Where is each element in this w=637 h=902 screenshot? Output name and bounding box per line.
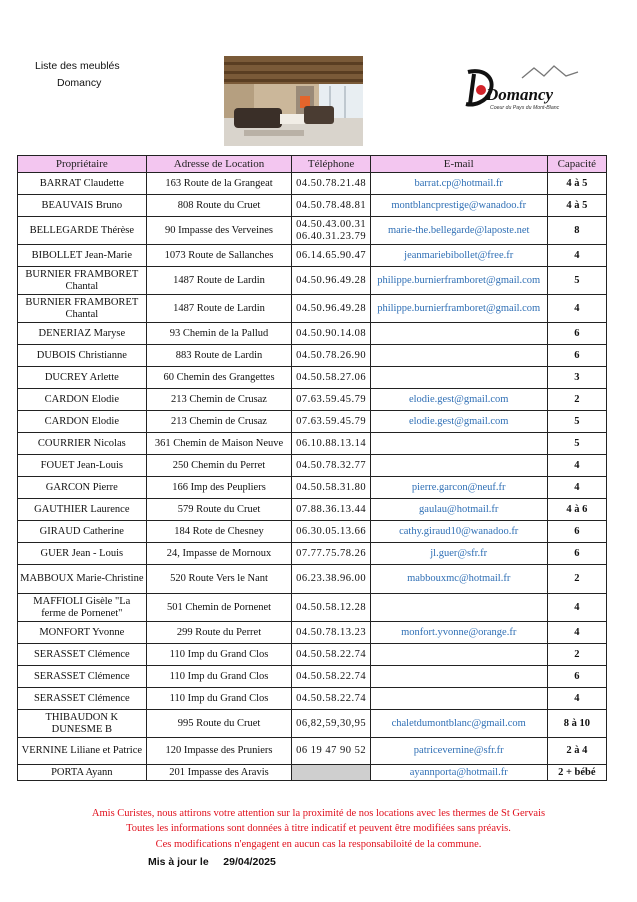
- owner-cell: VERNINE Liliane et Patrice: [18, 738, 147, 765]
- table-row: [18, 195, 607, 217]
- phone-cell: 06.23.38.96.00: [292, 565, 370, 594]
- living-room-photo: [224, 56, 363, 146]
- address-cell: 201 Impasse des Aravis: [146, 765, 292, 781]
- phone-cell: 06.10.88.13.14: [292, 433, 370, 455]
- capacity-cell: 4 à 6: [547, 499, 606, 521]
- capacity-cell: 4: [547, 594, 606, 622]
- email-cell[interactable]: patricevernine@sfr.fr: [370, 738, 547, 765]
- phone-cell: 04.50.78.21.48: [292, 173, 370, 195]
- email-cell: [370, 433, 547, 455]
- domancy-logo: [462, 64, 587, 114]
- owner-cell: BELLEGARDE Thérèse: [18, 217, 147, 245]
- table-row: [18, 710, 607, 738]
- address-cell: 110 Imp du Grand Clos: [146, 644, 292, 666]
- owner-cell: SERASSET Clémence: [18, 666, 147, 688]
- document-title: Liste des meublés: [35, 60, 120, 72]
- capacity-cell: 4: [547, 622, 606, 644]
- email-cell: [370, 666, 547, 688]
- email-cell[interactable]: gaulau@hotmail.fr: [370, 499, 547, 521]
- address-cell: 24, Impasse de Mornoux: [146, 543, 292, 565]
- phone-cell: 04.50.90.14.08: [292, 323, 370, 345]
- email-cell[interactable]: monfort.yvonne@orange.fr: [370, 622, 547, 644]
- email-cell[interactable]: elodie.gest@gmail.com: [370, 411, 547, 433]
- capacity-cell: 2: [547, 389, 606, 411]
- table-header-row: [18, 156, 607, 173]
- capacity-cell: 4: [547, 295, 606, 323]
- table-row: [18, 173, 607, 195]
- address-cell: 883 Route de Lardin: [146, 345, 292, 367]
- owner-cell: GUER Jean - Louis: [18, 543, 147, 565]
- owner-cell: BEAUVAIS Bruno: [18, 195, 147, 217]
- address-cell: 213 Chemin de Crusaz: [146, 389, 292, 411]
- address-cell: 250 Chemin du Perret: [146, 455, 292, 477]
- capacity-cell: 6: [547, 521, 606, 543]
- owner-cell: DUCREY Arlette: [18, 367, 147, 389]
- document-header: [35, 58, 135, 92]
- email-cell[interactable]: elodie.gest@gmail.com: [370, 389, 547, 411]
- address-cell: 120 Impasse des Pruniers: [146, 738, 292, 765]
- owner-cell: MONFORT Yvonne: [18, 622, 147, 644]
- address-cell: 110 Imp du Grand Clos: [146, 666, 292, 688]
- owner-cell: BIBOLLET Jean-Marie: [18, 245, 147, 267]
- last-updated-date: 29/04/2025: [223, 856, 276, 868]
- address-cell: 501 Chemin de Pornenet: [146, 594, 292, 622]
- table-row: [18, 666, 607, 688]
- address-cell: 361 Chemin de Maison Neuve: [146, 433, 292, 455]
- phone-cell: 07.63.59.45.79: [292, 389, 370, 411]
- table-row: [18, 433, 607, 455]
- capacity-cell: 6: [547, 666, 606, 688]
- last-updated: [148, 856, 276, 868]
- email-cell: [370, 323, 547, 345]
- table-row: [18, 738, 607, 765]
- owner-cell: COURRIER Nicolas: [18, 433, 147, 455]
- email-cell[interactable]: mabbouxmc@hotmail.fr: [370, 565, 547, 594]
- owner-cell: SERASSET Clémence: [18, 688, 147, 710]
- address-cell: 995 Route du Cruet: [146, 710, 292, 738]
- owner-cell: BARRAT Claudette: [18, 173, 147, 195]
- capacity-cell: 4: [547, 455, 606, 477]
- owner-cell: GAUTHIER Laurence: [18, 499, 147, 521]
- table-row: [18, 477, 607, 499]
- address-cell: 520 Route Vers le Nant: [146, 565, 292, 594]
- capacity-cell: 2: [547, 644, 606, 666]
- table-row: [18, 622, 607, 644]
- table-row: [18, 688, 607, 710]
- address-cell: 90 Impasse des Verveines: [146, 217, 292, 245]
- capacity-cell: 8 à 10: [547, 710, 606, 738]
- owner-cell: THIBAUDON K DUNESME B: [18, 710, 147, 738]
- capacity-cell: 5: [547, 411, 606, 433]
- capacity-cell: 2 à 4: [547, 738, 606, 765]
- rentals-table: [17, 155, 607, 781]
- phone-cell: 07.88.36.13.44: [292, 499, 370, 521]
- table-row: [18, 565, 607, 594]
- email-cell: [370, 688, 547, 710]
- email-cell[interactable]: jl.guer@sfr.fr: [370, 543, 547, 565]
- table-row: [18, 594, 607, 622]
- address-cell: 299 Route du Perret: [146, 622, 292, 644]
- logo-tagline: Coeur du Pays du Mont-Blanc: [490, 105, 560, 111]
- address-cell: 166 Imp des Peupliers: [146, 477, 292, 499]
- phone-cell: 06.30.05.13.66: [292, 521, 370, 543]
- table-row: [18, 543, 607, 565]
- address-cell: 163 Route de la Grangeat: [146, 173, 292, 195]
- table-row: [18, 367, 607, 389]
- phone-cell: 04.50.96.49.28: [292, 295, 370, 323]
- phone-cell: 04.50.58.27.06: [292, 367, 370, 389]
- phone-cell: 07.63.59.45.79: [292, 411, 370, 433]
- table-row: [18, 765, 607, 781]
- address-cell: 93 Chemin de la Pallud: [146, 323, 292, 345]
- owner-cell: SERASSET Clémence: [18, 644, 147, 666]
- capacity-cell: 5: [547, 433, 606, 455]
- phone-cell: 04.50.58.22.74: [292, 688, 370, 710]
- col-header-capacity: Capacité: [547, 156, 606, 173]
- table-row: [18, 455, 607, 477]
- capacity-cell: 4: [547, 245, 606, 267]
- address-cell: 184 Rote de Chesney: [146, 521, 292, 543]
- address-cell: 110 Imp du Grand Clos: [146, 688, 292, 710]
- phone-cell: 04.50.78.48.81: [292, 195, 370, 217]
- col-header-phone: Téléphone: [292, 156, 370, 173]
- table-row: [18, 345, 607, 367]
- table-row: [18, 245, 607, 267]
- col-header-address: Adresse de Location: [146, 156, 292, 173]
- footer-notice-responsibility: Ces modifications n'engagent en aucun cas la responsabiloité de la commune.: [155, 839, 482, 850]
- owner-cell: BURNIER FRAMBORET Chantal: [18, 295, 147, 323]
- email-cell[interactable]: pierre.garcon@neuf.fr: [370, 477, 547, 499]
- owner-cell: PORTA Ayann: [18, 765, 147, 781]
- table-row: [18, 217, 607, 245]
- table-row: [18, 389, 607, 411]
- phone-cell: 04.50.78.26.90: [292, 345, 370, 367]
- capacity-cell: 4 à 5: [547, 173, 606, 195]
- owner-cell: DENERIAZ Maryse: [18, 323, 147, 345]
- capacity-cell: 2: [547, 565, 606, 594]
- capacity-cell: 5: [547, 267, 606, 295]
- table-row: [18, 267, 607, 295]
- capacity-cell: 6: [547, 345, 606, 367]
- email-cell[interactable]: jeanmariebibollet@free.fr: [370, 245, 547, 267]
- capacity-cell: 8: [547, 217, 606, 245]
- table-row: [18, 521, 607, 543]
- last-updated-label: Mis à jour le: [148, 856, 209, 868]
- owner-cell: BURNIER FRAMBORET Chantal: [18, 267, 147, 295]
- email-cell[interactable]: chaletdumontblanc@gmail.com: [370, 710, 547, 738]
- phone-cell: 07.77.75.78.26: [292, 543, 370, 565]
- phone-cell: 04.50.78.13.23: [292, 622, 370, 644]
- email-cell[interactable]: cathy.giraud10@wanadoo.fr: [370, 521, 547, 543]
- table-row: [18, 323, 607, 345]
- email-cell[interactable]: montblancprestige@wanadoo.fr: [370, 195, 547, 217]
- phone-cell: 06.14.65.90.47: [292, 245, 370, 267]
- table-row: [18, 644, 607, 666]
- phone-cell: 04.50.58.31.80: [292, 477, 370, 499]
- document-subtitle: Domancy: [57, 77, 102, 89]
- capacity-cell: 6: [547, 323, 606, 345]
- table-body: [18, 173, 607, 781]
- phone-cell: [292, 765, 370, 781]
- email-cell[interactable]: barrat.cp@hotmail.fr: [370, 173, 547, 195]
- phone-cell: 04.50.43.00.31 06.40.31.23.79: [292, 217, 370, 245]
- phone-cell: 04.50.58.22.74: [292, 666, 370, 688]
- address-cell: 1487 Route de Lardin: [146, 267, 292, 295]
- phone-cell: 06,82,59,30,95: [292, 710, 370, 738]
- email-cell: [370, 594, 547, 622]
- address-cell: 213 Chemin de Crusaz: [146, 411, 292, 433]
- email-cell[interactable]: marie-the.bellegarde@laposte.net: [370, 217, 547, 245]
- table-row: [18, 499, 607, 521]
- owner-cell: MAFFIOLI Gisèle "La ferme de Pornenet": [18, 594, 147, 622]
- phone-cell: 04.50.58.12.28: [292, 594, 370, 622]
- phone-cell: 06 19 47 90 52: [292, 738, 370, 765]
- footer-notice-curistes: Amis Curistes, nous attirons votre attention sur la proximité de nos locations avec les thermes de St Gervais: [91, 808, 546, 819]
- owner-cell: GIRAUD Catherine: [18, 521, 147, 543]
- email-cell[interactable]: philippe.burnierframboret@gmail.com: [370, 295, 547, 323]
- email-cell: [370, 455, 547, 477]
- owner-cell: CARDON Elodie: [18, 411, 147, 433]
- footer-notice-disclaimer: Toutes les informations sont données à titre indicatif et peuvent être modifiées sans préavis.: [126, 823, 511, 834]
- email-cell: [370, 345, 547, 367]
- email-cell[interactable]: ayannporta@hotmail.fr: [370, 765, 547, 781]
- owner-cell: GARCON Pierre: [18, 477, 147, 499]
- owner-cell: MABBOUX Marie-Christine: [18, 565, 147, 594]
- phone-cell: 04.50.96.49.28: [292, 267, 370, 295]
- capacity-cell: 2 + bébé: [547, 765, 606, 781]
- address-cell: 60 Chemin des Grangettes: [146, 367, 292, 389]
- address-cell: 1487 Route de Lardin: [146, 295, 292, 323]
- col-header-owner: Propriétaire: [18, 156, 147, 173]
- owner-cell: DUBOIS Christianne: [18, 345, 147, 367]
- email-cell[interactable]: philippe.burnierframboret@gmail.com: [370, 267, 547, 295]
- col-header-email: E-mail: [370, 156, 547, 173]
- capacity-cell: 4 à 5: [547, 195, 606, 217]
- email-cell: [370, 367, 547, 389]
- capacity-cell: 4: [547, 688, 606, 710]
- capacity-cell: 6: [547, 543, 606, 565]
- address-cell: 579 Route du Cruet: [146, 499, 292, 521]
- phone-cell: 04.50.78.32.77: [292, 455, 370, 477]
- capacity-cell: 3: [547, 367, 606, 389]
- address-cell: 1073 Route de Sallanches: [146, 245, 292, 267]
- logo-wordmark: Domancy: [486, 85, 554, 104]
- table-row: [18, 295, 607, 323]
- phone-cell: 04.50.58.22.74: [292, 644, 370, 666]
- table-row: [18, 411, 607, 433]
- owner-cell: CARDON Elodie: [18, 389, 147, 411]
- owner-cell: FOUET Jean-Louis: [18, 455, 147, 477]
- address-cell: 808 Route du Cruet: [146, 195, 292, 217]
- email-cell: [370, 644, 547, 666]
- capacity-cell: 4: [547, 477, 606, 499]
